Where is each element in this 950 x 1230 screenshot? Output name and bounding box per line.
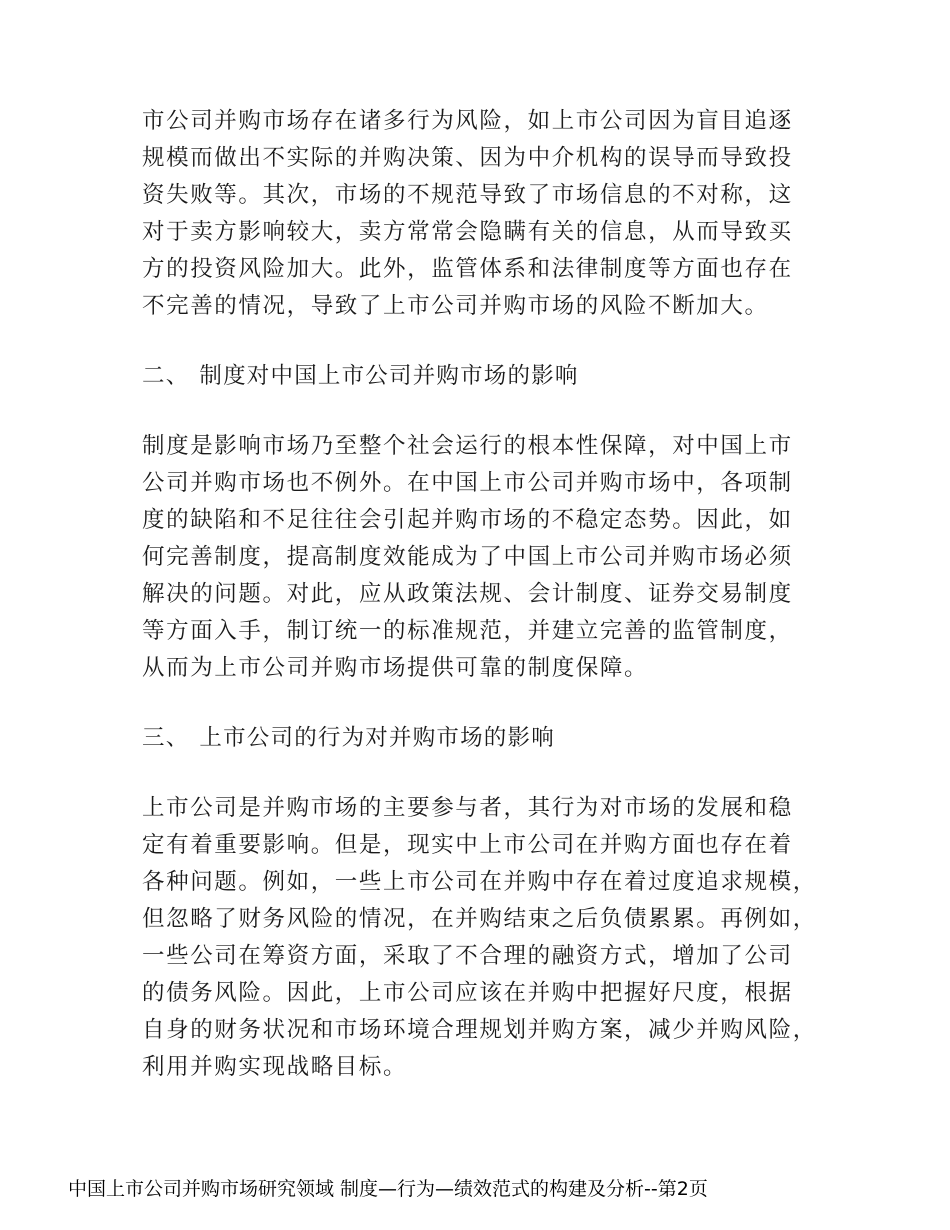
section-number: 三、 [142,725,190,751]
paragraph-1 [142,103,842,325]
paragraph-line: 从而为上市公司并购市场提供可靠的制度保障。 [142,655,649,681]
paragraph-line: 方的投资风险加大。此外，监管体系和法律制度等方面也存在 [142,256,793,282]
paragraph-line: 定有着重要影响。但是，现实中上市公司在并购方面也存在着 [142,832,793,858]
paragraph-line: 解决的问题。对此，应从政策法规、会计制度、证券交易制度 [142,581,793,607]
page-footer: 中国上市公司并购市场研究领域 制度—行为—绩效范式的构建及分析--第2页 [68,1178,708,1200]
paragraph-line: 利用并购实现战略目标。 [142,1054,408,1080]
paragraph-2 [142,428,842,687]
paragraph-line: 自身的财务状况和市场环境合理规划并购方案，减少并购风险， [142,1017,817,1043]
section-heading-3 [142,720,555,757]
paragraph-line: 度的缺陷和不足往往会引起并购市场的不稳定态势。因此，如 [142,507,793,533]
paragraph-line: 上市公司是并购市场的主要参与者，其行为对市场的发展和稳 [142,795,793,821]
paragraph-3 [142,790,842,1086]
paragraph-line: 何完善制度，提高制度效能成为了中国上市公司并购市场必须 [142,544,793,570]
section-heading-2 [142,358,579,395]
paragraph-line: 不完善的情况，导致了上市公司并购市场的风险不断加大。 [142,293,769,319]
paragraph-line: 对于卖方影响较大，卖方常常会隐瞒有关的信息，从而导致买 [142,219,793,245]
paragraph-line: 一些公司在筹资方面，采取了不合理的融资方式，增加了公司 [142,943,793,969]
paragraph-line: 市公司并购市场存在诸多行为风险，如上市公司因为盲目追逐 [142,108,793,134]
paragraph-line: 但忽略了财务风险的情况，在并购结束之后负债累累。再例如， [142,906,817,932]
paragraph-line: 各种问题。例如，一些上市公司在并购中存在着过度追求规模， [142,869,817,895]
section-title: 制度对中国上市公司并购市场的影响 [199,363,579,389]
paragraph-line: 等方面入手，制订统一的标准规范，并建立完善的监管制度， [142,618,793,644]
paragraph-line: 公司并购市场也不例外。在中国上市公司并购市场中，各项制 [142,470,793,496]
paragraph-line: 规模而做出不实际的并购决策、因为中介机构的误导而导致投 [142,145,793,171]
paragraph-line: 制度是影响市场乃至整个社会运行的根本性保障，对中国上市 [142,433,793,459]
section-number: 二、 [142,363,190,389]
paragraph-line: 的债务风险。因此，上市公司应该在并购中把握好尺度，根据 [142,980,793,1006]
section-title: 上市公司的行为对并购市场的影响 [199,725,555,751]
paragraph-line: 资失败等。其次，市场的不规范导致了市场信息的不对称，这 [142,182,793,208]
